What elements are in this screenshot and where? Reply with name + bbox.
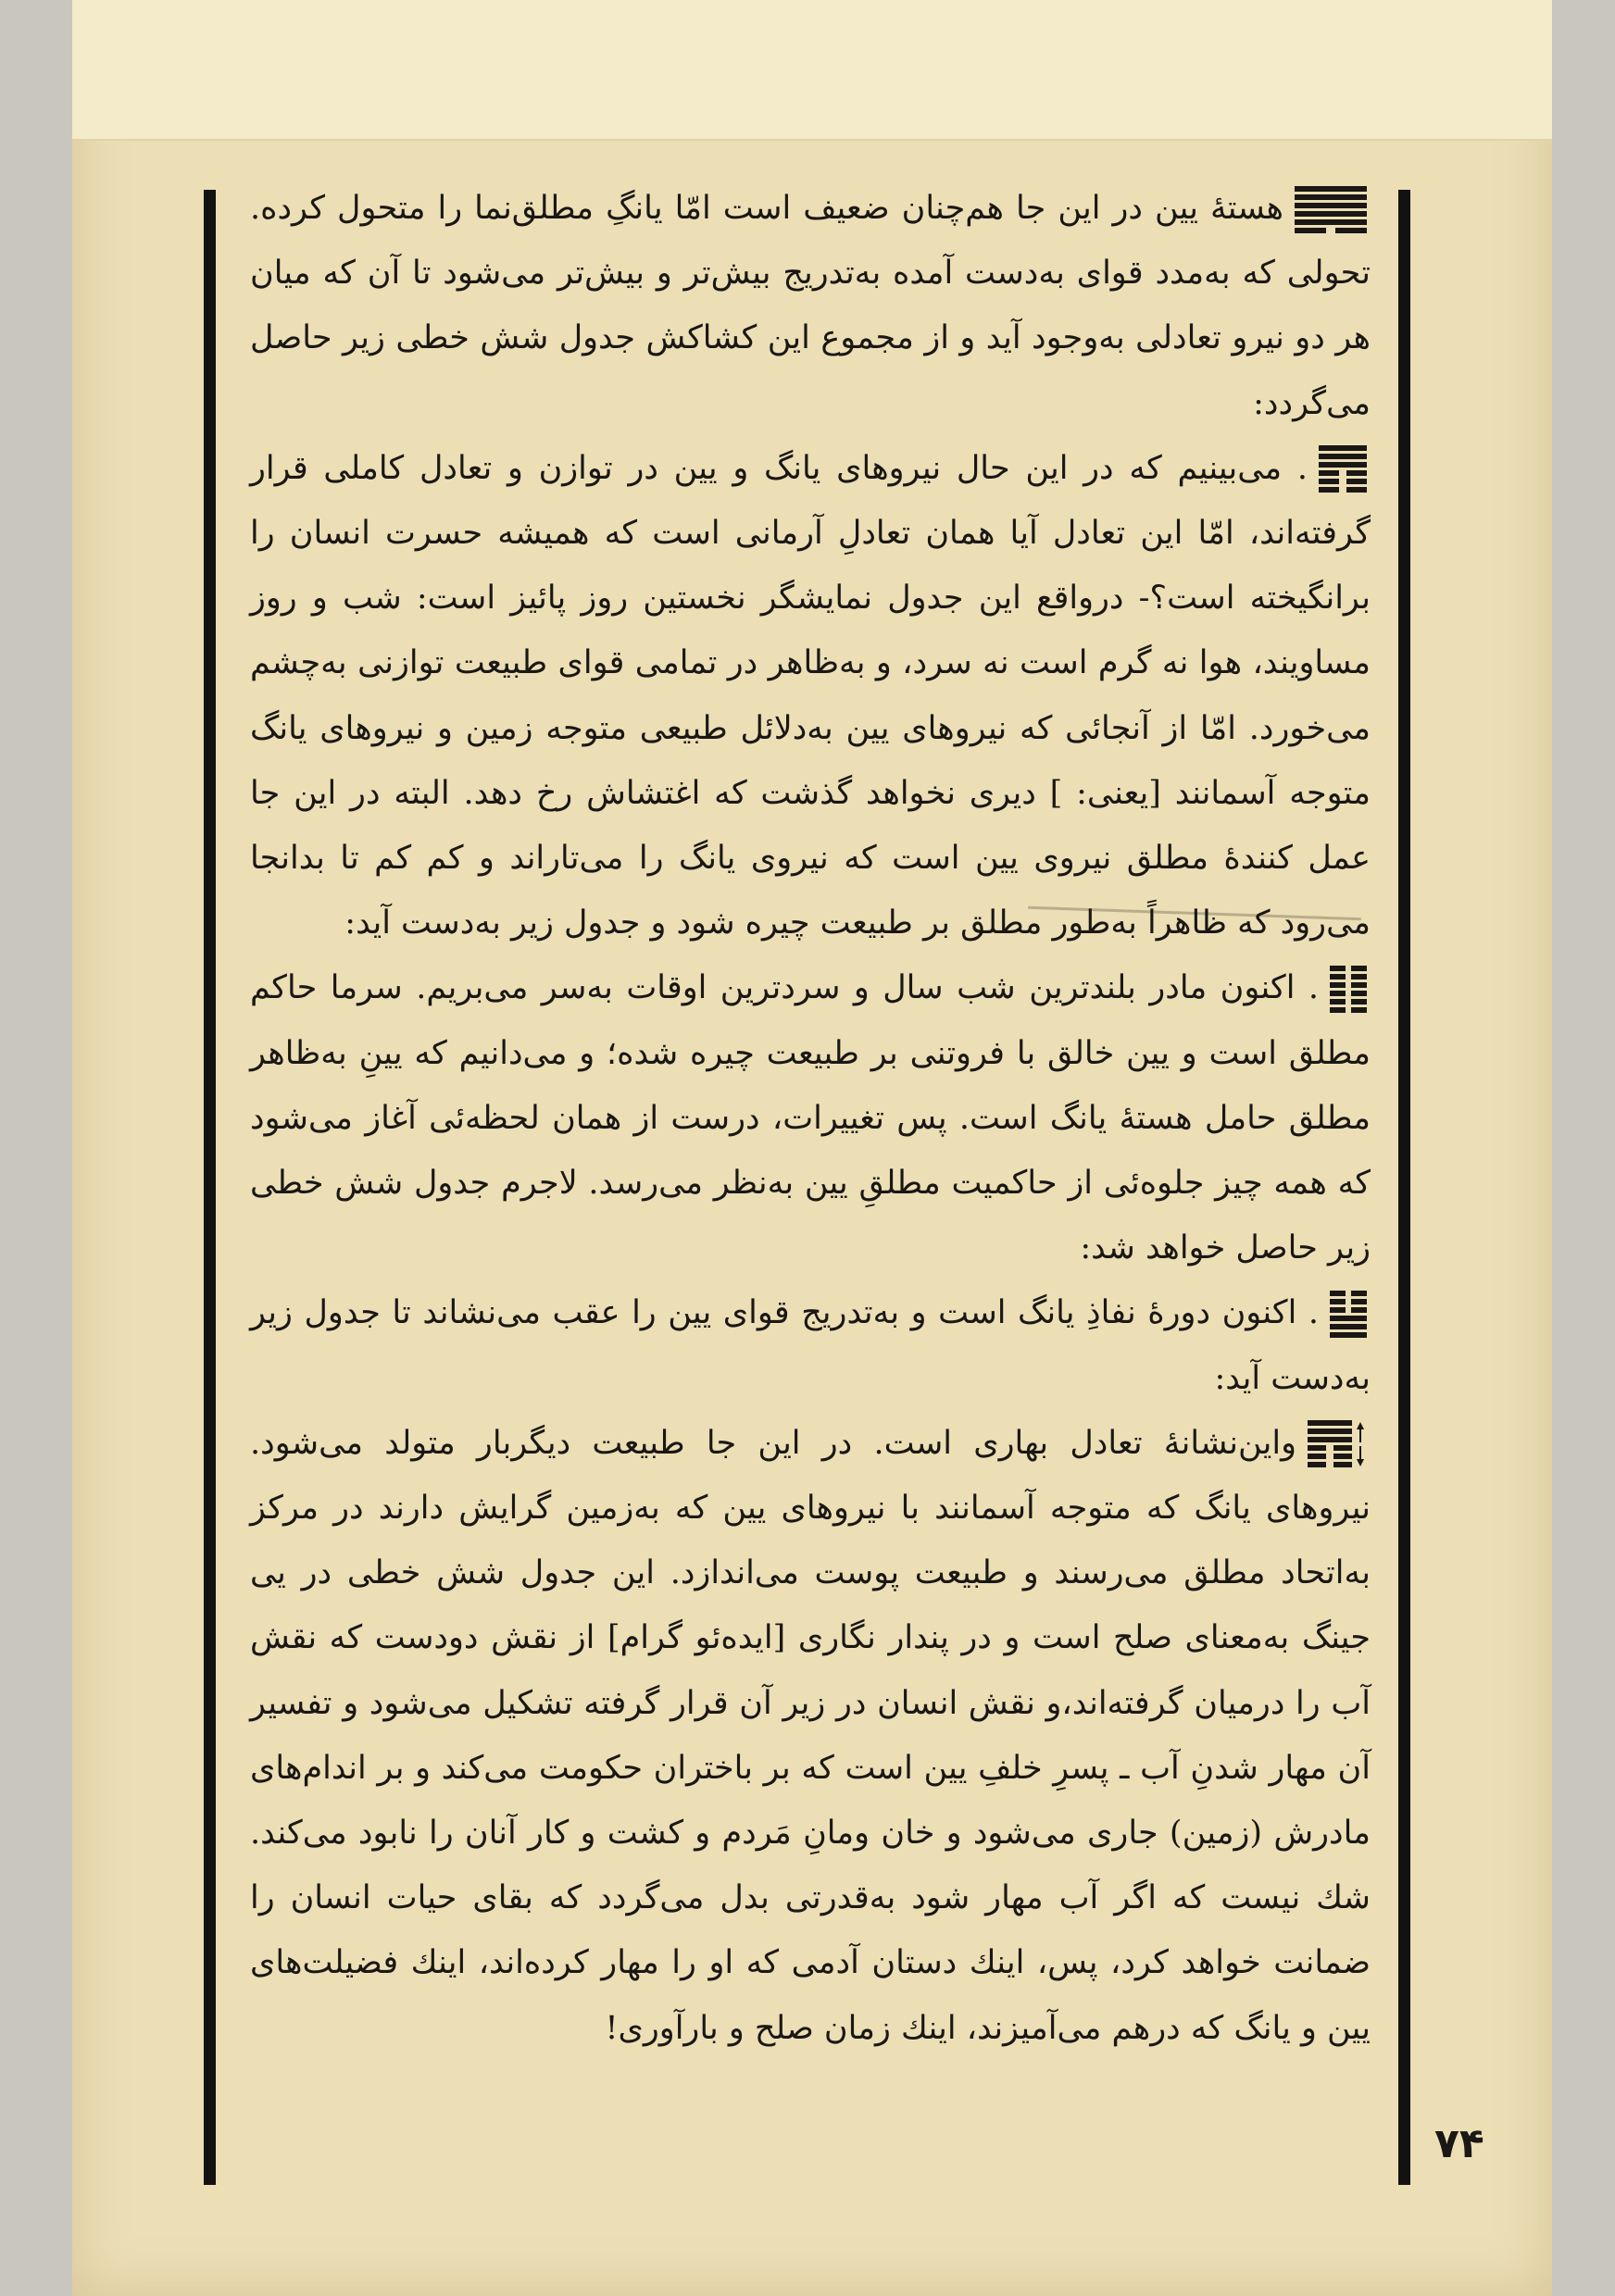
hexagram-icon	[1330, 966, 1367, 1014]
hexagram-icon	[1330, 1291, 1367, 1339]
paragraph-3: . اکنون مادر بلندترین شب سال و سردترین اوقات به‌سر می‌بریم. سرما حاکم مطلق است و یین خالق با فروتنی بر طبیعت چیره شده؛ و می‌دانیم که یینِ به‌ظاهر مطلق حامل هستهٔ یانگ است. پس تغییرات، درست از همان لحظه‌ئی آغاز می‌شود که همه چیز جلوه‌ئی از حاکمیت مطلقِ یین به‌نظر می‌رسد. لاجرم جدول شش خطی زیر حاصل خواهد شد:	[250, 955, 1371, 1280]
page-number: ۷۴	[1434, 2120, 1484, 2167]
hexagram-icon	[1319, 445, 1367, 493]
paragraph-4: . اکنون دورهٔ نفاذِ یانگ است و به‌تدریج قوای یین را عقب می‌نشاند تا جدول زیر به‌دست آید:	[250, 1280, 1371, 1410]
hexagram-icon	[1295, 186, 1367, 234]
left-margin-rule	[204, 190, 216, 2185]
body-text	[250, 176, 1371, 2061]
paragraph-2: . می‌بینیم که در این حال نیروهای یانگ و یین در توازن و تعادل کاملی قرار گرفته‌اند، امّا این تعادل آیا همان تعادلِ آرمانی است که همیشه حسرت انسان را برانگیخته است؟- درواقع این جدول نمایشگر نخستین روز پائیز است: شب و روز مساویند، هوا نه گرم است نه سرد، و به‌ظاهر در تمامی قوای طبیعت توازنی به‌چشم می‌خورد. امّا از آنجائی که نیروهای یین به‌دلائل طبیعی متوجه زمین و نیروهای یانگ متوجه آسمانند [یعنی: ] دیری نخواهد گذشت که اغتشاش رخ دهد. البته در این جا عمل کنندهٔ مطلق نیروی یین است که نیروی یانگ را می‌تاراند و کم کم تا بدانجا می‌رود که ظاهراً به‌طور مطلق بر طبیعت چیره شود و جدول زیر به‌دست آید:	[250, 436, 1371, 956]
right-margin-rule	[1398, 190, 1410, 2185]
paragraph-5: واین‌نشانهٔ تعادل بهاری است. در این جا طبیعت دیگربار متولد می‌شود. نیروهای یانگ که متوجه آسمانند با نیروهای یین که به‌زمین گرایش دارند در مرکز به‌اتحاد مطلق می‌رسند و طبیعت پوست می‌اندازد. این جدول شش خطی در یی جینگ به‌معنای صلح است و در پندار نگاری [ایده‌ئو گرام] از نقش دودست که نقش آب را درمیان گرفته‌اند،و نقش انسان در زیر آن قرار گرفته تشکیل می‌شود و تفسیر آن مهار شدنِ آب ـ پسرِ خلفِ یین است که بر باختران حکومت می‌کند و بر اندام‌های مادرش (زمین) جاری می‌شود و خان ومانِ مَردم و کشت و کار آنان را نابود می‌کند. شك نیست که اگر آب مهار شود به‌قدرتی بدل می‌گردد که بقای حیات انسان را ضمانت خواهد کرد، پس، اینك دستان آدمی که او را مهار کرده‌اند، اینك فضیلت‌های یین و یانگ که درهم می‌آمیزند، اینك زمان صلح و بارآوری!	[250, 1411, 1371, 2061]
hexagram-icon	[1308, 1420, 1367, 1468]
paragraph-1: هستهٔ یین در این جا هم‌چنان ضعیف است امّا یانگِ مطلق‌نما را متحول کرده. تحولی که به‌مدد قوای به‌دست آمده به‌تدریج بیش‌تر و بیش‌تر می‌شود تا آن که میان هر دو نیرو تعادلی به‌وجود آید و از مجموع این کشاکش جدول شش خطی زیر حاصل می‌گردد:	[250, 176, 1371, 436]
page-top-margin	[72, 0, 1552, 141]
